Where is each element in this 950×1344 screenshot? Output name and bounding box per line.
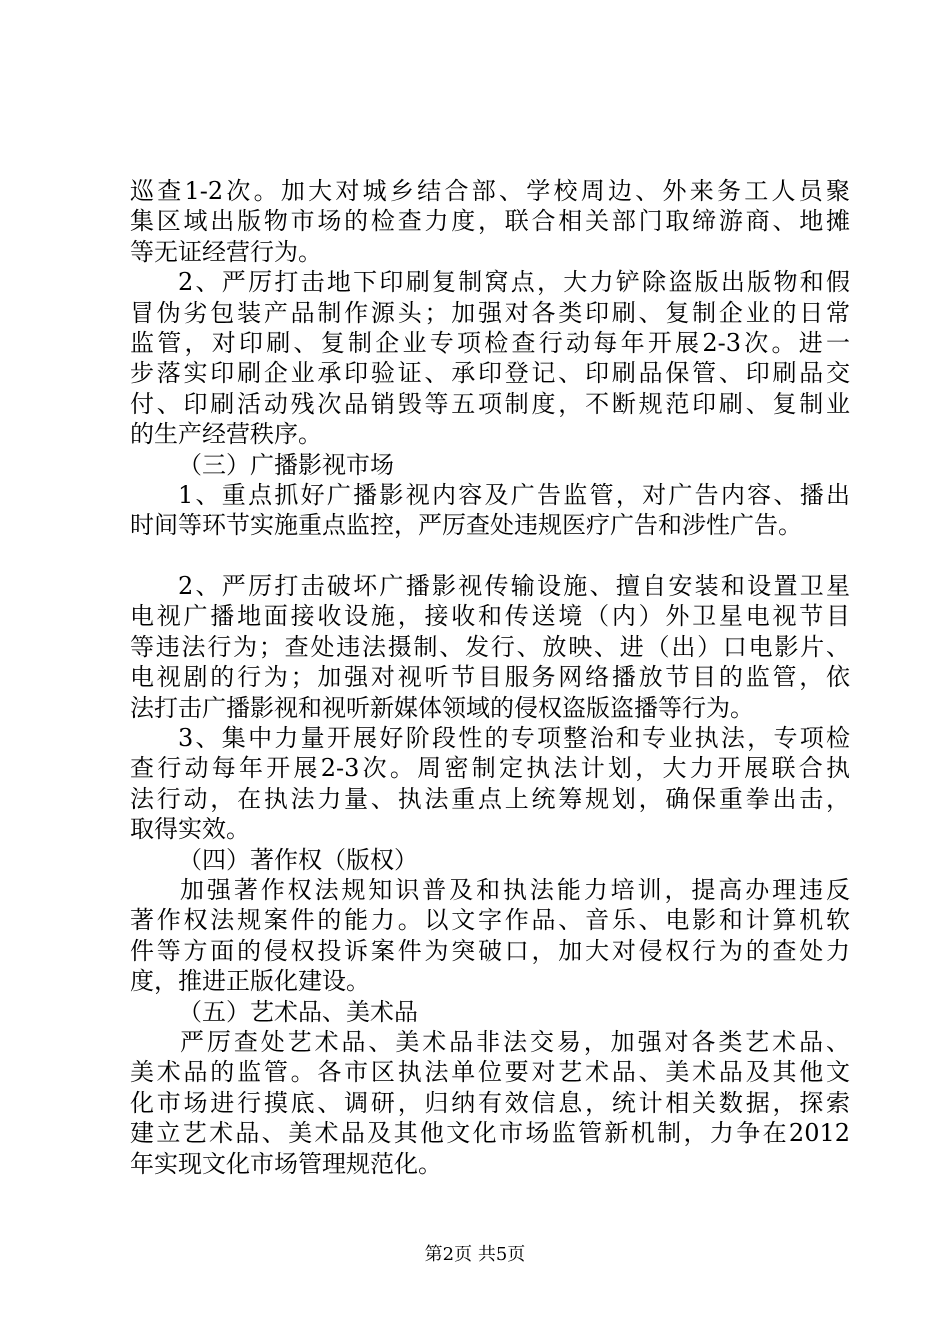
paragraph-start: 2、严厉打击破坏广播影视传输设施、擅自安装和设置卫星 bbox=[178, 572, 850, 601]
text-line: 查行动每年开展2-3次。周密制定执法计划，大力开展联合执 bbox=[130, 754, 850, 783]
text-line: 等违法行为；查处违法摄制、发行、放映、进（出）口电影片、 bbox=[130, 632, 850, 661]
section-heading: （五）艺术品、美术品 bbox=[178, 997, 418, 1026]
text-line: 时间等环节实施重点监控，严厉查处违规医疗广告和涉性广告。 bbox=[130, 511, 802, 540]
text-line: 件等方面的侵权投诉案件为突破口，加大对侵权行为的查处力 bbox=[130, 936, 850, 965]
paragraph-start: 2、严厉打击地下印刷复制窝点，大力铲除盗版出版物和假 bbox=[178, 268, 850, 297]
paragraph-start: 1、重点抓好广播影视内容及广告监管，对广告内容、播出 bbox=[178, 480, 850, 509]
text-line: 取得实效。 bbox=[130, 815, 250, 844]
text-line: 化市场进行摸底、调研，归纳有效信息，统计相关数据，探索 bbox=[130, 1088, 850, 1117]
paragraph-start: 严厉查处艺术品、美术品非法交易，加强对各类艺术品、 bbox=[180, 1027, 850, 1056]
section-heading: （三）广播影视市场 bbox=[178, 450, 394, 479]
text-line: 著作权法规案件的能力。以文字作品、音乐、电影和计算机软 bbox=[130, 906, 850, 935]
text-line: 步落实印刷企业承印验证、承印登记、印刷品保管、印刷品交 bbox=[130, 359, 850, 388]
text-line: 监管，对印刷、复制企业专项检查行动每年开展2-3次。进一 bbox=[130, 328, 850, 357]
text-line: 电视广播地面接收设施，接收和传送境（内）外卫星电视节目 bbox=[130, 602, 850, 631]
text-line: 巡查1-2次。加大对城乡结合部、学校周边、外来务工人员聚 bbox=[130, 177, 850, 205]
text-line: 建立艺术品、美术品及其他文化市场监管新机制，力争在2012 bbox=[130, 1119, 850, 1148]
document-body bbox=[130, 176, 850, 1179]
page-number: 第2页 共5页 bbox=[424, 1244, 526, 1265]
page-footer bbox=[0, 1244, 950, 1266]
text-line: 付、印刷活动残次品销毁等五项制度，不断规范印刷、复制业 bbox=[130, 389, 850, 418]
section-heading: （四）著作权（版权） bbox=[178, 845, 418, 874]
text-line: 电视剧的行为；加强对视听节目服务网络播放节目的监管，依 bbox=[130, 663, 850, 692]
text-line: 集区域出版物市场的检查力度，联合相关部门取缔游商、地摊 bbox=[130, 207, 850, 236]
text-line: 年实现文化市场管理规范化。 bbox=[130, 1149, 442, 1178]
text-line: 法打击广播影视和视听新媒体领域的侵权盗版盗播等行为。 bbox=[130, 693, 754, 722]
text-line: 等无证经营行为。 bbox=[130, 237, 322, 266]
text-line: 度，推进正版化建设。 bbox=[130, 967, 370, 996]
paragraph-start: 3、集中力量开展好阶段性的专项整治和专业执法，专项检 bbox=[178, 724, 850, 753]
blank-line bbox=[130, 541, 850, 571]
text-line: 法行动，在执法力量、执法重点上统筹规划，确保重拳出击， bbox=[130, 784, 850, 813]
text-line: 的生产经营秩序。 bbox=[130, 420, 322, 449]
text-line: 冒伪劣包装产品制作源头；加强对各类印刷、复制企业的日常 bbox=[130, 298, 850, 327]
paragraph-start: 加强著作权法规知识普及和执法能力培训，提高办理违反 bbox=[180, 875, 850, 904]
text-line: 美术品的监管。各市区执法单位要对艺术品、美术品及其他文 bbox=[130, 1058, 850, 1087]
